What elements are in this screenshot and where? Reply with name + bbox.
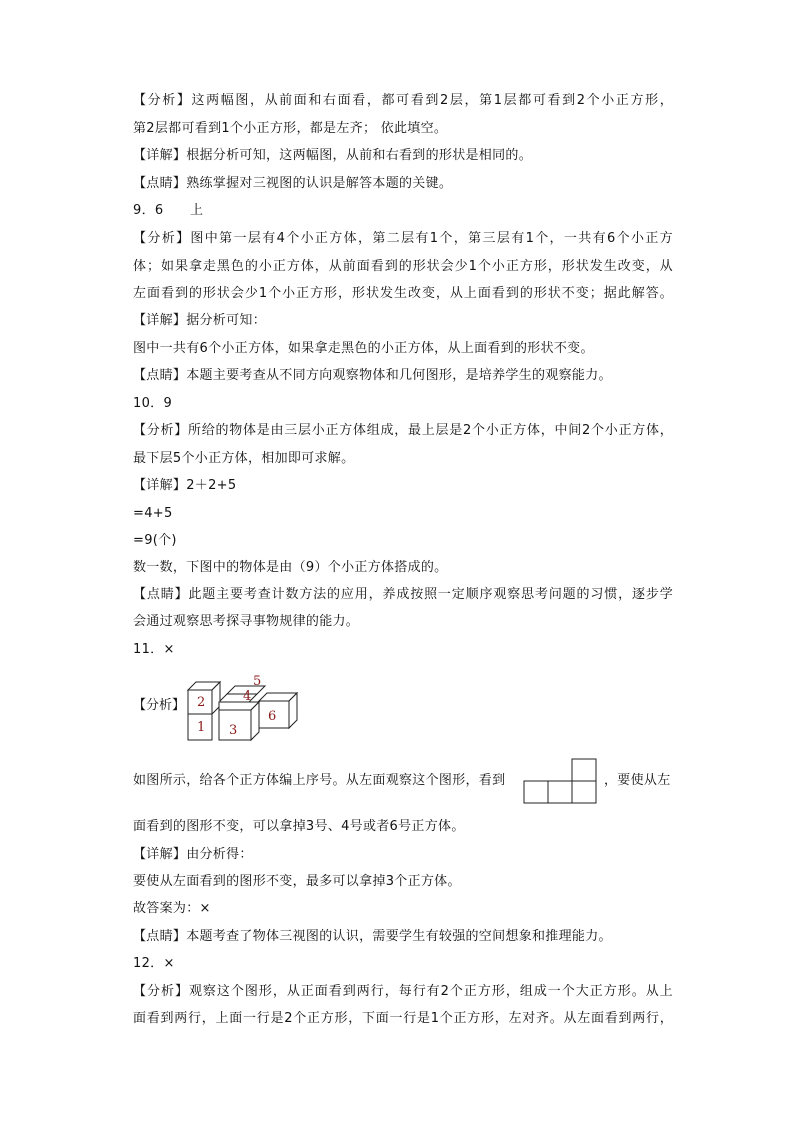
text-line: 第2层都可看到1个小正方形，都是左齐； 依此填空。: [133, 121, 448, 136]
text-line: 【详解】根据分析可知，这两幅图，从前和右看到的形状是相同的。: [133, 148, 533, 163]
cube-number: 2: [197, 695, 206, 710]
text-line: 要使从左面看到的图形不变，最多可以拿掉3个正方体。: [133, 874, 461, 889]
text-line: 【详解】由分析得：: [133, 847, 253, 862]
text-line: 数一数，下图中的物体是由（9）个小正方体搭成的。: [133, 560, 448, 575]
answer-line: 故答案为：×: [133, 901, 211, 916]
analysis-label: 【分析】: [133, 698, 186, 713]
text-line: 面看到的图形不变，可以拿掉3号、4号或者6号正方体。: [133, 819, 465, 834]
cube-number: 1: [197, 720, 206, 735]
text-line: 【点睛】本题主要考查从不同方向观察物体和几何图形，是培养学生的观察能力。: [133, 368, 612, 383]
text-line: 【分析】所给的物体是由三层小正方体组成，最上层是2个小正方体，中间2个小正方体，: [133, 423, 673, 438]
cube-number: 6: [268, 709, 277, 724]
cube-stack-figure: [133, 668, 353, 748]
text-line: 【分析】图中第一层有4个小正方体，第二层有1个，第三层有1个，一共有6个小正方: [133, 231, 673, 246]
text-line: 最下层5个小正方体，相加即可求解。: [133, 451, 355, 466]
cube-number: 3: [229, 723, 238, 738]
text-line: 【点睛】本题考查了物体三视图的认识，需要学生有较强的空间想象和推理能力。: [133, 929, 612, 944]
cube-number: 4: [243, 689, 252, 704]
question-number: 12．×: [133, 956, 175, 971]
text-line: 【分析】观察这个图形，从正面看到两行，每行有2个正方形，组成一个大正方形。从上: [133, 984, 673, 999]
left-view-shape: [522, 756, 602, 806]
text-line: 【分析】这两幅图，从前面和右面看，都可看到2层，第1层都可看到2个小正方形，: [133, 93, 673, 108]
text-line: 体；如果拿走黑色的小正方体，从前面看到的形状会少1个小正方形，形状发生改变，从: [133, 259, 673, 274]
text-line: 【点睛】熟练掌握对三视图的认识是解答本题的关键。: [133, 176, 453, 191]
text-line: ，要使从左: [604, 773, 671, 788]
text-line: 左面看到的形状会少1个小正方形，形状发生改变，从上面看到的形状不变；据此解答。: [133, 286, 673, 301]
equation-line: =4+5: [133, 506, 173, 521]
question-number: 11．×: [133, 642, 175, 657]
text-line: 图中一共有6个小正方体，如果拿走黑色的小正方体，从上面看到的形状不变。: [133, 341, 594, 356]
question-number: 9．6 上: [133, 203, 204, 218]
equation-line: =9(个): [133, 533, 177, 548]
text-line: 【详解】2＋2+5: [133, 478, 237, 493]
text-line: 如图所示，给各个正方体编上序号。从左面观察这个图形，看到: [133, 773, 506, 788]
text-line: 会通过观察思考探寻事物规律的能力。: [133, 614, 360, 629]
question-number: 10．9: [133, 396, 173, 411]
cube-number: 5: [253, 674, 262, 689]
text-line: 【详解】据分析可知：: [133, 313, 267, 328]
text-line: 面看到两行，上面一行是2个正方形，下面一行是1个正方形，左对齐。从左面看到两行，: [133, 1011, 673, 1026]
text-line: 【点睛】此题主要考查计数方法的应用，养成按照一定顺序观察思考问题的习惯，逐步学: [133, 587, 673, 602]
